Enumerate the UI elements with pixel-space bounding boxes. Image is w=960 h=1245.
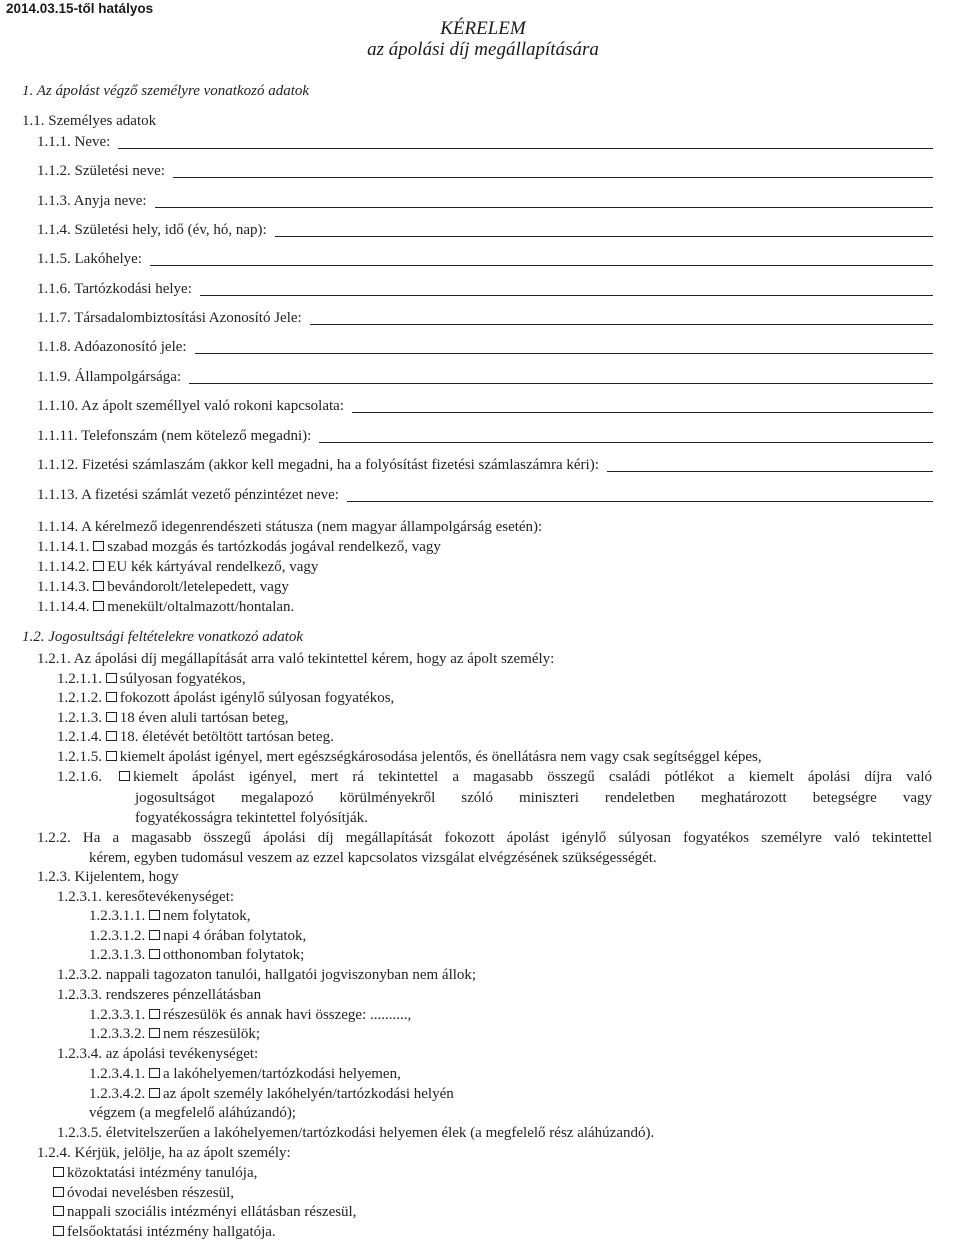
checkbox[interactable] (53, 1187, 64, 1197)
field-fill-line[interactable] (200, 295, 933, 296)
option-number: 1.2.1.4. (57, 729, 102, 745)
option-number: 1.2.1.3. (57, 710, 102, 726)
checkbox[interactable] (149, 1068, 160, 1078)
option-number: 1.1.14.4. (37, 599, 90, 615)
employment-option[interactable] (89, 907, 250, 925)
checkbox[interactable] (149, 1009, 160, 1019)
option-1-2-1-6-num (57, 768, 102, 786)
option-number: 1.2.3.3.2. (89, 1026, 146, 1042)
paragraph-1-2-4: 1.2.4. Kérjük, jelölje, ha az ápolt személy: (37, 1145, 291, 1161)
field-fill-line[interactable] (150, 265, 933, 266)
checkbox[interactable] (149, 910, 160, 920)
field-label: 1.1.6. Tartózkodási helye: (37, 281, 192, 297)
option-label: EU kék kártyával rendelkező, vagy (107, 559, 319, 575)
option-label: az ápolt személy lakóhelyén/tartózkodási helyén (163, 1086, 454, 1102)
option-label: közoktatási intézmény tanulója, (67, 1165, 258, 1181)
checkbox[interactable] (106, 751, 117, 761)
field-row (37, 486, 339, 504)
field-label: 1.1.8. Adóazonosító jele: (37, 339, 187, 355)
field-row (37, 280, 192, 298)
option-number: 1.1.14.1. (37, 539, 90, 555)
option-label: óvodai nevelésben részesül, (67, 1185, 235, 1201)
eligibility-option[interactable] (57, 670, 246, 688)
paragraph-1-2-2-line1: 1.2.2. Ha a magasabb összegű ápolási díj megállapítását fokozott ápolást igénylő súlyosan fogyatékos személyre való tekintettel (37, 830, 932, 846)
checkbox[interactable] (106, 712, 117, 722)
option-label: fokozott ápolást igénylő súlyosan fogyatékos, (119, 690, 395, 706)
option-1-2-1-6-line2: jogosultságot megalapozó körülményekről szóló miniszteri rendeletben meghatározott betegségre vagy (135, 790, 932, 806)
option-label: menekült/oltalmazott/hontalan. (107, 599, 295, 615)
option-number: 1.2.3.4.1. (89, 1066, 146, 1082)
paragraph-1-2-1: 1.2.1. Az ápolási díj megállapítását arra való tekintettel kérem, hogy az ápolt személy: (37, 651, 555, 667)
field-fill-line[interactable] (275, 236, 933, 237)
field-fill-line[interactable] (155, 207, 933, 208)
field-row (37, 309, 302, 327)
allowance-option[interactable] (89, 1025, 260, 1043)
option-label: bevándorolt/letelepedett, vagy (107, 579, 289, 595)
option-label: otthonomban folytatok; (163, 947, 305, 963)
option-number: 1.2.3.3.1. (89, 1007, 146, 1023)
field-fill-line[interactable] (118, 148, 933, 149)
checkbox[interactable] (106, 731, 117, 741)
option-1-2-1-6[interactable] (119, 768, 932, 786)
checkbox[interactable] (93, 561, 104, 571)
option-number: 1.1.14.2. (37, 559, 90, 575)
field-row (37, 427, 311, 445)
option-text-line1: kiemelt ápolást igényel, mert rá tekintettel a magasabb összegű családi pótlékot a kiemelt ápolási díjra való (133, 769, 932, 785)
section-1-1-heading: 1.1. Személyes adatok (22, 113, 157, 129)
field-fill-line[interactable] (195, 353, 933, 354)
option-number: 1.2.3.1.1. (89, 908, 146, 924)
paragraph-1-2-2-line2: kérem, egyben tudomásul veszem az ezzel kapcsolatos vizsgálat elvégzésének szükségességét. (89, 850, 657, 866)
status-option[interactable] (37, 558, 318, 576)
checkbox[interactable] (93, 581, 104, 591)
option-label: nem részesülök; (163, 1026, 261, 1042)
employment-option[interactable] (89, 946, 304, 964)
eligibility-option[interactable] (57, 689, 394, 707)
option-number: 1.2.1.5. (57, 749, 102, 765)
effective-date: 2014.03.15-től hatályos (6, 1, 154, 16)
checkbox[interactable] (149, 1028, 160, 1038)
form-subtitle: az ápolási díj megállapítására (367, 39, 599, 60)
field-row (37, 338, 187, 356)
eligibility-option[interactable] (57, 728, 334, 746)
paragraph-1-2-3-4-tail: végzem (a megfelelő aláhúzandó); (89, 1105, 296, 1121)
field-fill-line[interactable] (352, 412, 933, 413)
field-fill-line[interactable] (319, 442, 933, 443)
patient-status-option[interactable] (53, 1164, 257, 1182)
field-fill-line[interactable] (347, 501, 933, 502)
eligibility-option[interactable] (57, 748, 762, 766)
paragraph-1-2-3-2: 1.2.3.2. nappali tagozaton tanulói, hallgatói jogviszonyban nem állok; (57, 967, 477, 983)
checkbox[interactable] (106, 673, 117, 683)
form-title: KÉRELEM (440, 18, 526, 39)
field-label: 1.1.4. Születési hely, idő (év, hó, nap): (37, 222, 267, 238)
allowance-option[interactable] (89, 1006, 411, 1024)
field-row (37, 397, 344, 415)
option-label: 18. életévét betöltött tartósan beteg. (119, 729, 334, 745)
option-label: felsőoktatási intézmény hallgatója. (67, 1224, 276, 1240)
checkbox[interactable] (53, 1206, 64, 1216)
option-label: kiemelt ápolást igényel, mert egészségkárosodása jelentős, és önellátásra nem vagy csak segítséggel képes, (119, 749, 762, 765)
option-number: 1.2.3.1.3. (89, 947, 146, 963)
field-label: 1.1.12. Fizetési számlaszám (akkor kell megadni, ha a folyósítást fizetési számlaszámra kéri): (37, 457, 599, 473)
employment-option[interactable] (89, 927, 306, 945)
checkbox[interactable] (53, 1226, 64, 1236)
field-label: 1.1.3. Anyja neve: (37, 193, 147, 209)
option-label: napi 4 órában folytatok, (163, 928, 307, 944)
option-number: 1.1.14.3. (37, 579, 90, 595)
option-label: 18 éven aluli tartósan beteg, (119, 710, 289, 726)
checkbox[interactable] (93, 541, 104, 551)
checkbox[interactable] (53, 1167, 64, 1177)
checkbox[interactable] (106, 692, 117, 702)
field-label: 1.1.11. Telefonszám (nem kötelező megadni): (37, 428, 312, 444)
care-location-option[interactable] (89, 1085, 454, 1103)
field-label: 1.1.9. Állampolgársága: (37, 369, 182, 385)
checkbox[interactable] (119, 771, 130, 781)
option-number: 1.2.3.4.2. (89, 1086, 146, 1102)
field-row (37, 221, 267, 239)
field-row (37, 368, 181, 386)
option-label: súlyosan fogyatékos, (119, 671, 246, 687)
care-location-option[interactable] (89, 1065, 401, 1083)
paragraph-1-2-3: 1.2.3. Kijelentem, hogy (37, 869, 179, 885)
patient-status-option[interactable] (53, 1223, 276, 1241)
field-row (37, 133, 110, 151)
checkbox[interactable] (149, 930, 160, 940)
checkbox[interactable] (93, 601, 104, 611)
option-label: nappali szociális intézményi ellátásban részesül, (67, 1204, 357, 1220)
option-number: 1.2.1.6. (57, 769, 102, 785)
field-label: 1.1.10. Az ápolt személlyel való rokoni kapcsolata: (37, 398, 345, 414)
section-1-2-heading: 1.2. Jogosultsági feltételekre vonatkozó adatok (22, 629, 304, 645)
field-row (37, 192, 147, 210)
section-1-heading: 1. Az ápolást végző személyre vonatkozó adatok (22, 83, 310, 99)
patient-status-option[interactable] (53, 1184, 234, 1202)
field-label: 1.1.5. Lakóhelye: (37, 251, 142, 267)
option-label: részesülök és annak havi összege: .........., (163, 1007, 412, 1023)
paragraph-1-2-3-5: 1.2.3.5. életvitelszerűen a lakóhelyemen/tartózkodási helyemen élek (a megfelelő rész aláhúzandó). (57, 1125, 655, 1141)
checkbox[interactable] (149, 1088, 160, 1098)
option-label: nem folytatok, (163, 908, 251, 924)
field-fill-line[interactable] (189, 383, 933, 384)
field-label: 1.1.13. A fizetési számlát vezető pénzintézet neve: (37, 487, 339, 503)
paragraph-1-2-3-3: 1.2.3.3. rendszeres pénzellátásban (57, 987, 262, 1003)
option-label: a lakóhelyemen/tartózkodási helyemen, (163, 1066, 401, 1082)
field-fill-line[interactable] (607, 471, 933, 472)
paragraph-1-2-3-4: 1.2.3.4. az ápolási tevékenységet: (57, 1046, 259, 1062)
field-row (37, 456, 599, 474)
status-option[interactable] (37, 538, 441, 556)
field-label: 1.1.2. Születési neve: (37, 163, 165, 179)
field-fill-line[interactable] (310, 324, 933, 325)
option-number: 1.2.1.2. (57, 690, 102, 706)
option-label: szabad mozgás és tartózkodás jogával rendelkező, vagy (107, 539, 441, 555)
field-fill-line[interactable] (173, 177, 933, 178)
option-1-2-1-6-line3: fogyatékosságra tekintettel folyósítják. (135, 810, 368, 826)
status-option[interactable] (37, 578, 289, 596)
checkbox[interactable] (149, 949, 160, 959)
option-number: 1.2.3.1.2. (89, 928, 146, 944)
eligibility-option[interactable] (57, 709, 288, 727)
field-label: 1.1.7. Társadalombiztosítási Azonosító Jele: (37, 310, 302, 326)
option-number: 1.2.1.1. (57, 671, 102, 687)
field-label: 1.1.1. Neve: (37, 134, 111, 150)
field-row (37, 250, 142, 268)
field-row (37, 162, 165, 180)
patient-status-option[interactable] (53, 1203, 356, 1221)
status-heading: 1.1.14. A kérelmező idegenrendészeti státusza (nem magyar állampolgárság esetén): (37, 519, 543, 535)
paragraph-1-2-3-1: 1.2.3.1. keresőtevékenységet: (57, 889, 235, 905)
status-option[interactable] (37, 598, 294, 616)
